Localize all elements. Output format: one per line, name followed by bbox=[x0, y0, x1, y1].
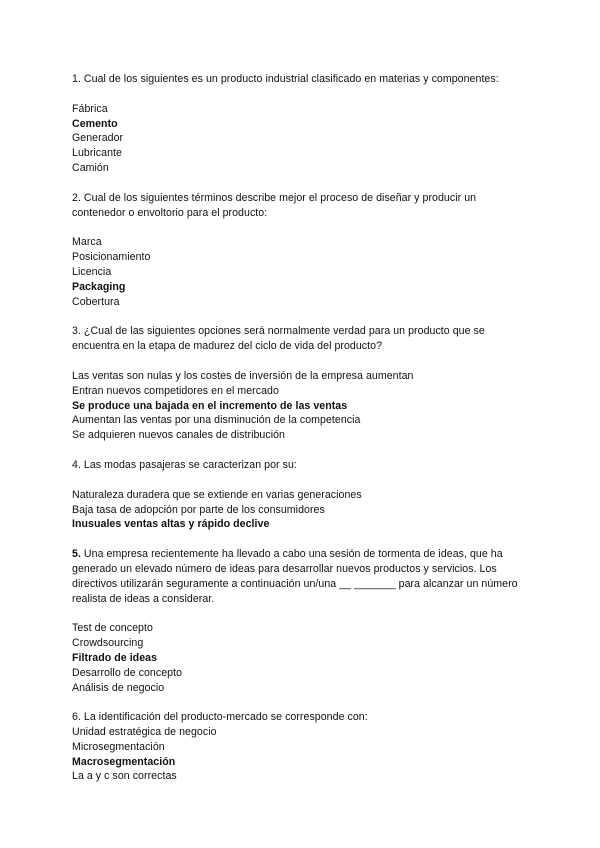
question-2-options bbox=[72, 235, 522, 309]
option: Cobertura bbox=[72, 295, 120, 308]
option: Las ventas son nulas y los costes de inversión de la empresa aumentan bbox=[72, 369, 414, 382]
option: Aumentan las ventas por una disminución de la competencia bbox=[72, 414, 361, 427]
question-6-options bbox=[72, 725, 522, 784]
question-4-options bbox=[72, 488, 522, 532]
question-3-options bbox=[72, 369, 522, 443]
question-1-options bbox=[72, 102, 522, 176]
option-correct: Se produce una bajada en el incremento de las ventas bbox=[72, 399, 348, 412]
option: Microsegmentación bbox=[72, 740, 165, 753]
option-correct: Cemento bbox=[72, 117, 118, 130]
option-correct: Macrosegmentación bbox=[72, 755, 176, 768]
option: Fábrica bbox=[72, 102, 108, 115]
option: Lubricante bbox=[72, 147, 122, 160]
option-correct: Filtrado de ideas bbox=[72, 651, 158, 664]
option: Unidad estratégica de negocio bbox=[72, 726, 217, 739]
option: Análisis de negocio bbox=[72, 681, 165, 694]
option: Desarrollo de concepto bbox=[72, 666, 183, 679]
option: Test de concepto bbox=[72, 622, 153, 635]
option: Baja tasa de adopción por parte de los consumidores bbox=[72, 503, 325, 516]
option: La a y c son correctas bbox=[72, 770, 177, 783]
option: Se adquieren nuevos canales de distribución bbox=[72, 429, 285, 442]
option: Posicionamiento bbox=[72, 251, 151, 264]
document-page bbox=[72, 72, 522, 784]
option: Licencia bbox=[72, 265, 112, 278]
option: Generador bbox=[72, 132, 124, 145]
question-5-number: 5. bbox=[72, 548, 81, 561]
option: Crowdsourcing bbox=[72, 637, 144, 650]
option: Camión bbox=[72, 161, 109, 174]
question-6: 6. La identificación del producto-mercado se corresponde con: bbox=[72, 711, 368, 724]
option: Entran nuevos competidores en el mercado bbox=[72, 384, 279, 397]
option-correct: Packaging bbox=[72, 280, 126, 293]
question-3: 3. ¿Cual de las siguientes opciones será normalmente verdad para un producto que se encuentra en la etapa de madurez del ciclo de vida del producto? bbox=[72, 325, 485, 353]
question-2: 2. Cual de los siguientes términos describe mejor el proceso de diseñar y producir un contenedor o envoltorio para el producto: bbox=[72, 191, 477, 219]
question-5-text: Una empresa recientemente ha llevado a cabo una sesión de tormenta de ideas, que ha generado un elevado número de ideas para desarrollar nuevos productos y servicios. Los directivos utilizarán seguramente a continuación un/una __ _______ para alcanzar un número realista de ideas a considerar. bbox=[72, 548, 518, 605]
option: Naturaleza duradera que se extiende en varias generaciones bbox=[72, 488, 362, 501]
question-5 bbox=[72, 547, 522, 606]
question-5-options bbox=[72, 621, 522, 695]
option-correct: Inusuales ventas altas y rápido declive bbox=[72, 518, 270, 531]
question-4: 4. Las modas pasajeras se caracterizan por su: bbox=[72, 458, 297, 471]
option: Marca bbox=[72, 236, 102, 249]
question-1: 1. Cual de los siguientes es un producto industrial clasificado en materias y componentes: bbox=[72, 73, 499, 85]
